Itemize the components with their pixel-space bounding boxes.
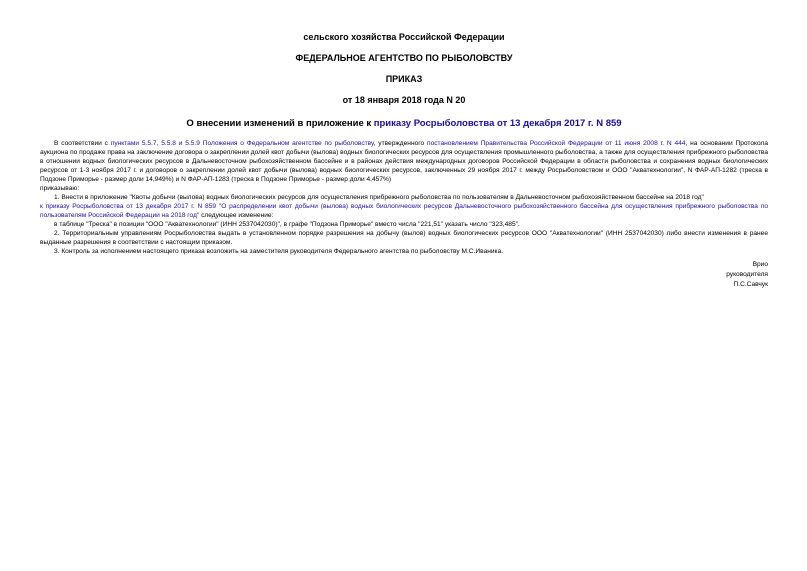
signatory-title-1: Врио: [752, 261, 768, 268]
signatory-title-2: руководителя: [726, 271, 768, 278]
clause-1-text-b: следующее изменение:: [199, 212, 274, 219]
clause-3-paragraph: 3. Контроль за исполнением настоящего приказа возложить на заместителя руководителя Федерального агентства по рыболовству М.С.Иваника.: [54, 248, 504, 255]
ministry-heading: сельского хозяйства Российской Федерации: [303, 32, 505, 42]
clause-2-paragraph: 2. Территориальным управлениям Росрыболовства выдать в установленном порядке разрешения на добычу (вылов) водных биологических ресурсов ООО "Акватехнологии" (ИНН 2537042030) либо внести изменения в ранее выданные разрешения в соответствии с настоящим приказом.: [40, 230, 768, 246]
amended-order-link[interactable]: к приказу Росрыболовства от 13 декабря 2017 г. N 859 "О распределении квот добычи (вылова) водных биологических ресурсов Дальневосточного рыбохозяйственного бассейна для осуществления прибрежного рыболовства по пользователям Российской Федерации на 2018 год": [40, 203, 768, 219]
order-word: приказываю:: [40, 185, 80, 192]
clause-1-paragraph: [40, 193, 768, 202]
regulation-link[interactable]: пунктами 5.5.7, 5.5.8 и 5.5.9 Положения о Федеральном агентстве по рыболовству: [110, 140, 374, 147]
title-order-link[interactable]: приказу Росрыболовства от 13 декабря 2017 г. N 859: [373, 118, 622, 129]
agency-heading: ФЕДЕРАЛЬНОЕ АГЕНТСТВО ПО РЫБОЛОВСТВУ: [295, 53, 513, 63]
order-body: [40, 139, 768, 256]
preamble-text-b: , утвержденного: [373, 140, 428, 147]
order-date: от 18 января 2018 года N 20: [342, 95, 466, 105]
document-page: [40, 32, 768, 290]
signatory-name: П.С.Савчук: [733, 281, 768, 288]
preamble-text-a: В соответствии с: [54, 140, 111, 147]
order-title: [40, 118, 768, 129]
government-decree-link[interactable]: постановлением Правительства Российской Федерации от 11 июня 2008 г. N 444: [427, 140, 686, 147]
preamble-text-c: , на основании Протокола аукциона по продаже права на заключение договора о закреплении долей квот добычи (вылова) водных биологических ресурсов для осуществления промышленного рыболовства, а также для осуществления прибрежного рыболовства в отношении водных биологических ресурсов в Дальневосточном рыбохозяйственном бассейне и в районах действия международных договоров Российской Федерации в области рыболовства и сохранения водных биологических ресурсов от 1-3 ноября 2017 г. и договоров о закреплении долей квот добычи (вылова) водных биологических ресурсов, заключенных 29 ноября 2017 г. между Росрыболовством и ООО "Акватехнологии", N ФАР-АП-1282 (треска в Подзоне Приморье - размер доли 14,949%) и N ФАР-АП-1283 (треска в Подзоне Приморье - размер доли 4,457%): [40, 140, 768, 183]
clause-1-text-a: 1. Внести в приложение "Квоты добычи (вылова) водных биологических ресурсов для осуществления прибрежного рыболовства по пользователям в Дальневосточном рыбохозяйственном бассейне на 2018 год": [54, 194, 704, 201]
preamble-paragraph: [40, 139, 768, 184]
table-change-paragraph: в таблице "Треска" в позиции "ООО "Акватехнологии" (ИНН 2537042030)", в графе "Подзона Приморье" вместо числа "221,51" указать число "323,485".: [54, 221, 520, 228]
title-prefix: О внесении изменений в приложение к: [186, 118, 374, 129]
signature-block: [40, 260, 768, 290]
doctype-heading: ПРИКАЗ: [385, 74, 423, 84]
clause-1-continuation: [40, 202, 768, 220]
